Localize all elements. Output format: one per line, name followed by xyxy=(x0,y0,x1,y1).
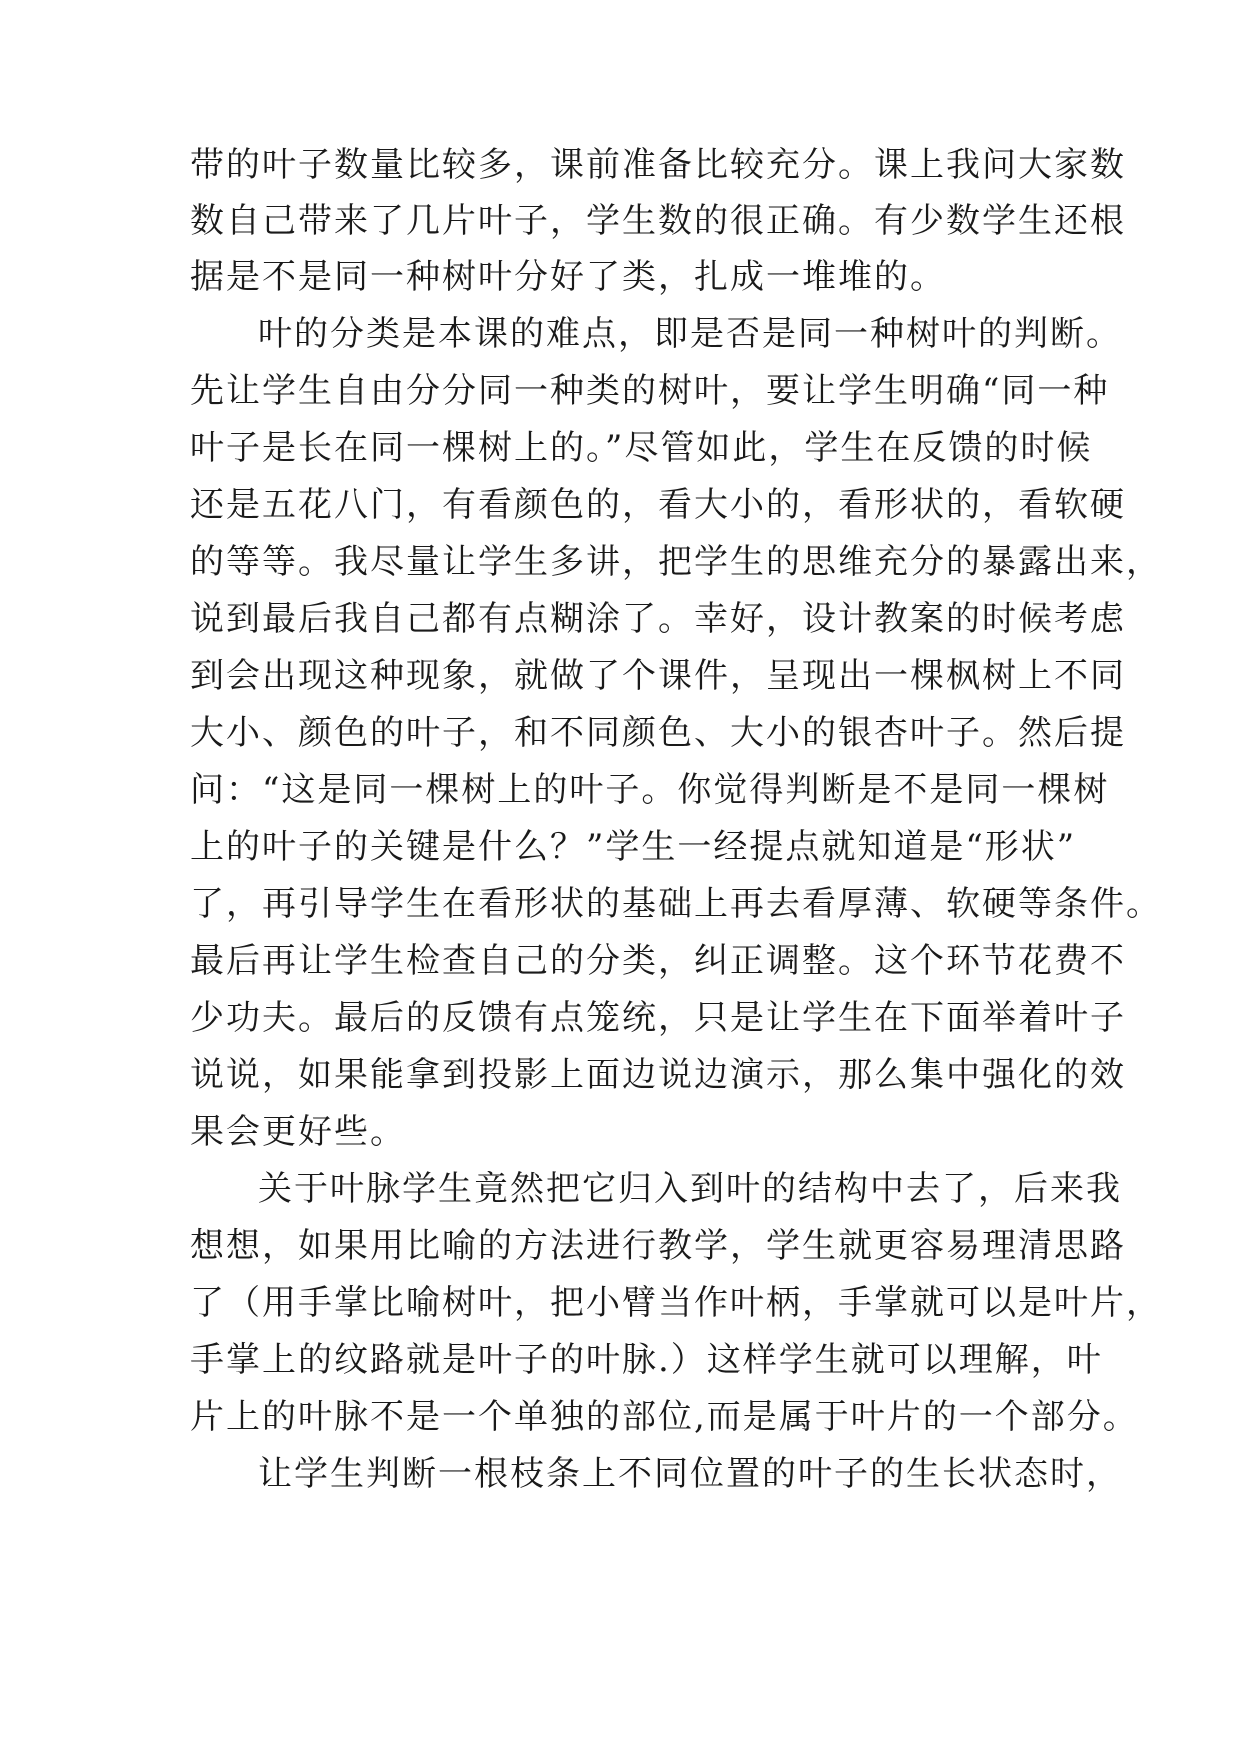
text-line: 数自己带来了几片叶子，学生数的很正确。有少数学生还根 xyxy=(190,201,1126,241)
text-line: 到会出现这种现象，就做了个课件，呈现出一棵枫树上不同 xyxy=(190,656,1126,696)
text-line: 据是不是同一种树叶分好了类，扎成一堆堆的。 xyxy=(190,257,946,297)
text-line: 了（用手掌比喻树叶，把小臂当作叶柄，手掌就可以是叶片， xyxy=(190,1283,1162,1323)
text-line: 问：“这是同一棵树上的叶子。你觉得判断是不是同一棵树 xyxy=(190,770,1110,810)
text-line: 说说，如果能拿到投影上面边说边演示，那么集中强化的效 xyxy=(190,1055,1126,1095)
text-line: 叶子是长在同一棵树上的。”尽管如此，学生在反馈的时候 xyxy=(190,428,1093,468)
paragraph-first-line: 关于叶脉学生竟然把它归入到叶的结构中去了，后来我 xyxy=(258,1169,1122,1209)
text-line: 最后再让学生检查自己的分类，纠正调整。这个环节花费不 xyxy=(190,941,1126,981)
text-line: 少功夫。最后的反馈有点笼统，只是让学生在下面举着叶子 xyxy=(190,998,1126,1038)
text-line: 手掌上的纹路就是叶子的叶脉.）这样学生就可以理解，叶 xyxy=(190,1340,1103,1380)
text-line: 果会更好些。 xyxy=(190,1112,406,1152)
text-line: 说到最后我自己都有点糊涂了。幸好，设计教案的时候考虑 xyxy=(190,599,1126,639)
text-line: 还是五花八门，有看颜色的，看大小的，看形状的，看软硬 xyxy=(190,485,1126,525)
text-line: 先让学生自由分分同一种类的树叶，要让学生明确“同一种 xyxy=(190,371,1110,411)
paragraph-first-line: 叶的分类是本课的难点，即是否是同一种树叶的判断。 xyxy=(258,314,1122,354)
paragraph-first-line: 让学生判断一根枝条上不同位置的叶子的生长状态时， xyxy=(258,1454,1122,1494)
text-line: 了，再引导学生在看形状的基础上再去看厚薄、软硬等条件。 xyxy=(190,884,1162,924)
text-line: 想想，如果用比喻的方法进行教学，学生就更容易理清思路 xyxy=(190,1226,1126,1266)
text-line: 大小、颜色的叶子，和不同颜色、大小的银杏叶子。然后提 xyxy=(190,713,1126,753)
text-line: 带的叶子数量比较多，课前准备比较充分。课上我问大家数 xyxy=(190,145,1126,185)
text-line: 片上的叶脉不是一个单独的部位,而是属于叶片的一个部分。 xyxy=(190,1397,1139,1437)
text-line: 的等等。我尽量让学生多讲，把学生的思维充分的暴露出来， xyxy=(190,542,1162,582)
text-line: 上的叶子的关键是什么？”学生一经提点就知道是“形状” xyxy=(190,827,1077,867)
